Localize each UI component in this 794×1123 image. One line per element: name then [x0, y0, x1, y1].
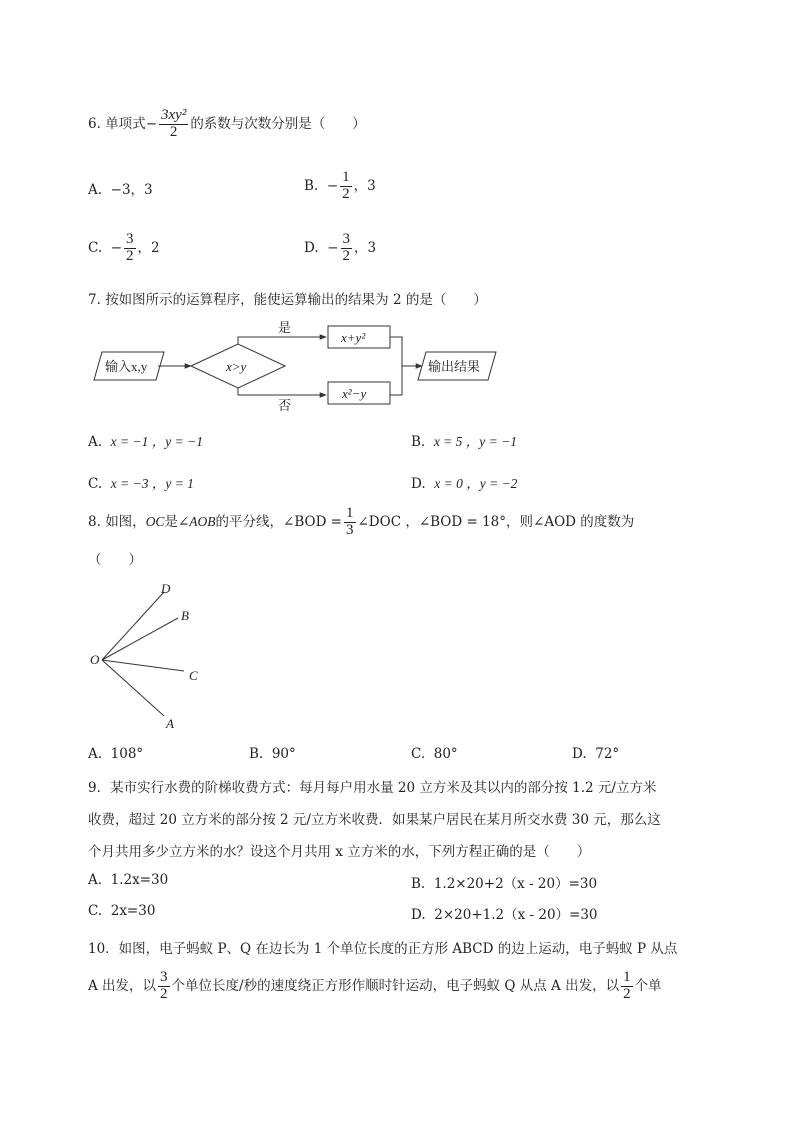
q10-fraction-2 [621, 970, 633, 1003]
q8-c-text: 80° [433, 746, 458, 762]
q7-text: 按如图所示的运算程序，能使运算输出的结果为 2 的是（ ） [105, 292, 487, 308]
q6-c-rest: ，2 [137, 239, 160, 256]
q8-text-3: 的平分线，∠BOD = [215, 513, 342, 530]
q6-c-fraction [124, 232, 136, 265]
q6-option-a[interactable] [88, 178, 153, 198]
q9-line-3: 个月共用多少立方米的水？设这个月共用 x 立方米的水，下列方程正确的是（ ） [88, 844, 591, 860]
q7-option-a[interactable] [88, 430, 203, 450]
flow-no-line [238, 388, 326, 395]
q7-b-label: B. [411, 434, 426, 450]
q6-option-c[interactable] [88, 232, 160, 265]
q9-line-2: 收费，超过 20 立方米的部分按 2 元/立方米收费．如果某户居民在某月所交水费 30 元，那么这 [88, 812, 661, 828]
q9-a-text: 1.2x=30 [110, 872, 169, 888]
q6-frac-den: 2 [169, 123, 178, 140]
q6-a-label: A. [88, 182, 103, 198]
q7-d-label: D. [411, 476, 426, 492]
q8-aob: AOB [189, 513, 216, 529]
flow-yes-label: 是 [278, 320, 292, 335]
q6-d-fraction [341, 232, 353, 265]
q8-frac-num: 1 [346, 505, 354, 521]
q10-line-2 [88, 970, 662, 1003]
q8-fraction [344, 506, 356, 539]
q9-b-label: B. [411, 876, 426, 892]
q6-text-pre: 单项式 [105, 115, 146, 132]
q9-b-text: 1.2×20+2（x - 20）=30 [433, 876, 598, 892]
q6-number: 6. [88, 115, 101, 132]
q7-d-text: x = 0 ，y = −2 [434, 476, 518, 491]
q8-a-text: 108° [110, 746, 144, 762]
q8-a-label: A. [88, 746, 103, 762]
q10-frac1-num: 3 [160, 969, 168, 985]
q7-c-label: C. [88, 476, 103, 492]
q8-answer-paren: （ ） [88, 552, 142, 568]
q8-oc: OC [145, 513, 165, 529]
q7-c-text: x = −3 ，y = 1 [110, 476, 194, 491]
q6-b-rest: ，3 [353, 177, 376, 194]
q6-minus: − [145, 115, 157, 132]
q10-frac2-num: 1 [623, 969, 631, 985]
q8-text-2: 是∠ [164, 513, 190, 530]
q6-d-label: D. [304, 239, 319, 256]
point-d-label: D [161, 581, 171, 596]
q6-b-den: 2 [342, 185, 350, 202]
q6-option-d[interactable] [304, 232, 376, 265]
ray-oc [102, 660, 184, 671]
flow-input-label: 输入x,y [105, 359, 148, 374]
ray-oa [102, 660, 164, 716]
q9-option-d[interactable] [411, 903, 598, 923]
point-c-label: C [189, 668, 198, 683]
q7-option-b[interactable] [411, 430, 517, 450]
q6-fraction [159, 108, 188, 141]
q6-stem [88, 108, 366, 141]
q7-flowchart [86, 316, 506, 416]
flow-yes-line [238, 337, 326, 344]
q9-c-label: C. [88, 903, 103, 919]
flow-output-label: 输出结果 [428, 359, 481, 374]
q7-a-text: x = −1 ，y = −1 [110, 434, 203, 449]
flow-bottom-box-label: x²−y [342, 386, 367, 401]
q10-fraction-1 [158, 970, 170, 1003]
q6-d-num: 3 [342, 231, 351, 247]
q6-d-minus: − [327, 239, 339, 256]
q6-c-den: 2 [126, 247, 134, 264]
q8-d-text: 72° [595, 746, 620, 762]
q6-b-num: 1 [342, 169, 350, 185]
q10-text-b: 个单位长度/秒的速度绕正方形作顺时针运动，电子蚂蚁 Q 从点 A 出发，以 [171, 977, 620, 994]
q10-frac1-den: 2 [160, 985, 168, 1002]
q6-c-label: C. [88, 239, 103, 256]
point-o-label: O [90, 652, 100, 667]
q8-d-label: D. [572, 746, 587, 762]
q9-c-text: 2x=30 [110, 903, 156, 919]
q7-option-c[interactable] [88, 472, 194, 492]
q9-d-text: 2×20+1.2（x - 20）=30 [434, 907, 598, 923]
point-a-label: A [166, 716, 174, 731]
q8-number: 8. [88, 513, 101, 530]
q8-option-d[interactable] [572, 746, 619, 762]
q7-b-text: x = 5 ，y = −1 [433, 434, 518, 449]
q6-c-minus: − [110, 239, 123, 256]
q8-text-4: ∠DOC ，∠BOD = 18°，则∠AOD 的度数为 [357, 513, 635, 530]
flow-condition-label: x>y [226, 359, 247, 374]
q9-option-a[interactable] [88, 872, 168, 888]
ray-ob [102, 618, 178, 660]
q8-b-text: 90° [271, 746, 296, 762]
q9-option-b[interactable] [411, 872, 597, 892]
point-b-label: B [181, 608, 189, 623]
q9-a-label: A. [88, 872, 103, 888]
q10-frac2-den: 2 [623, 985, 631, 1002]
q10-line-1: 10．如图，电子蚂蚁 P、Q 在边长为 1 个单位长度的正方形 ABCD 的边上运动，电子蚂蚁 P 从点 [88, 941, 678, 957]
q6-b-minus: − [326, 177, 339, 194]
q8-b-label: B. [249, 746, 264, 762]
flow-top-box-label: x+y² [341, 330, 366, 345]
q6-option-b[interactable] [304, 170, 376, 203]
q6-d-rest: ，3 [354, 239, 377, 256]
q6-b-fraction [340, 170, 352, 203]
q8-angle-figure [80, 578, 220, 736]
ray-od [102, 592, 164, 660]
q8-frac-den: 3 [346, 521, 354, 538]
q9-option-c[interactable] [88, 903, 155, 919]
q7-a-label: A. [88, 434, 103, 450]
q8-option-b[interactable] [249, 746, 296, 762]
q9-line-1: 9．某市实行水费的阶梯收费方式：每月每户用水量 20 立方米及其以内的部分按 1.2 元/立方米 [88, 780, 657, 796]
q9-d-label: D. [411, 907, 426, 923]
q7-stem [88, 288, 487, 308]
q6-c-num: 3 [126, 231, 134, 247]
q8-text-1: 如图， [105, 513, 146, 530]
q8-option-c[interactable] [411, 746, 458, 762]
q7-number: 7. [88, 292, 101, 308]
q6-b-label: B. [304, 177, 319, 194]
q6-d-den: 2 [342, 247, 351, 264]
q6-text-post: 的系数与次数分别是（ ） [190, 115, 366, 132]
q8-option-a[interactable] [88, 746, 143, 762]
q6-a-text: −3，3 [110, 182, 153, 198]
flow-merge-top [390, 337, 402, 395]
q10-text-c: 个单 [634, 977, 662, 994]
q8-c-label: C. [411, 746, 426, 762]
q6-frac-num: 3xy² [161, 107, 187, 123]
q8-stem [88, 506, 634, 539]
flow-no-label: 否 [278, 398, 292, 413]
q7-option-d[interactable] [411, 472, 517, 492]
q10-text-a: A 出发，以 [88, 977, 157, 994]
